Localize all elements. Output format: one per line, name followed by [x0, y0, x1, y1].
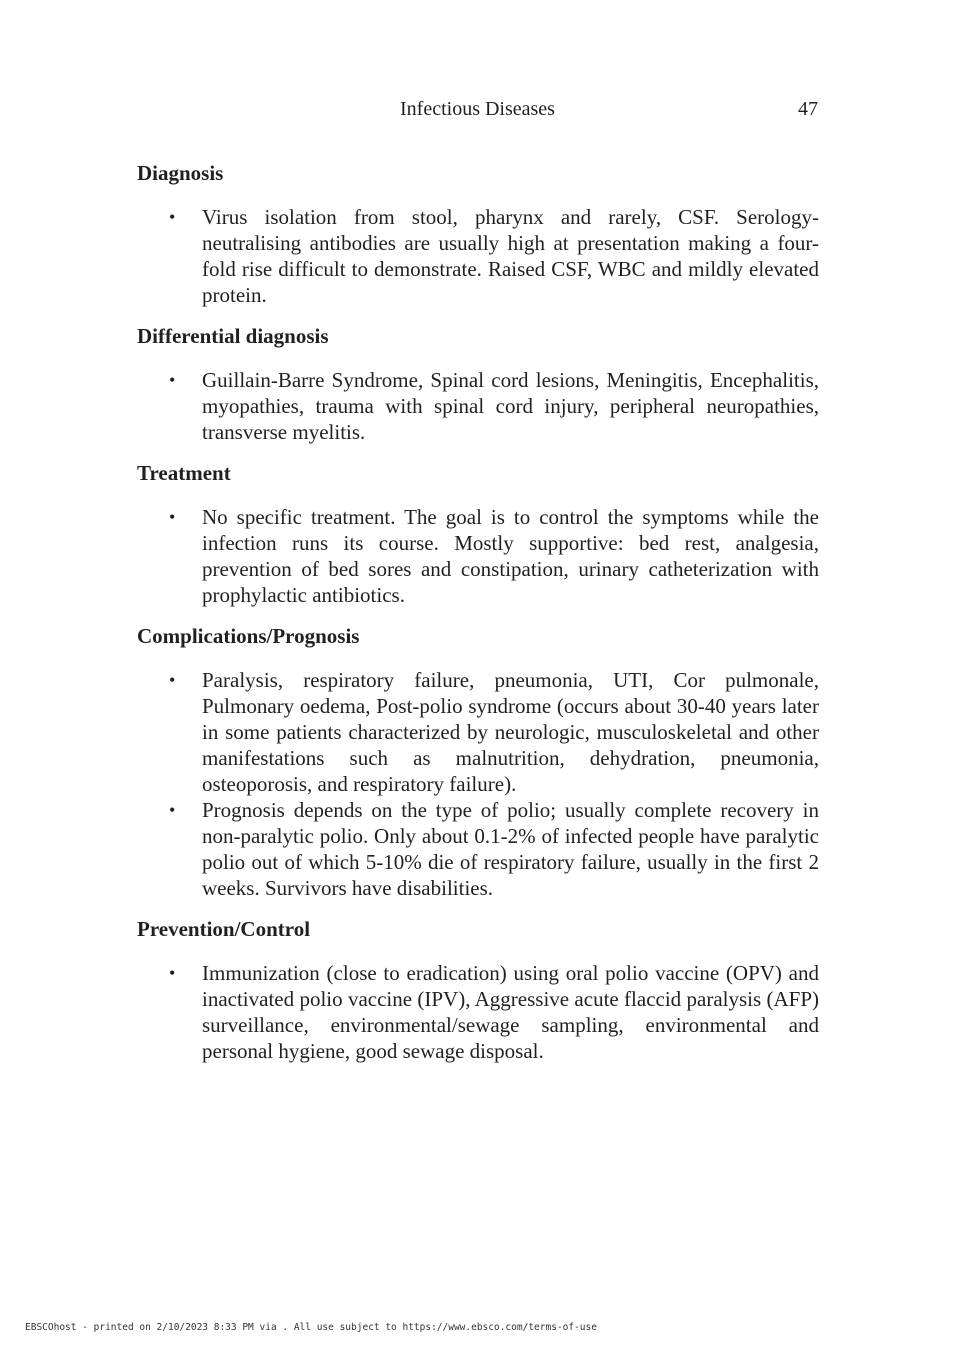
bullet-list: [137, 960, 819, 1064]
section-heading: Diagnosis: [137, 161, 224, 185]
list-item: [169, 960, 819, 1064]
section-heading: Complications/Prognosis: [137, 624, 360, 648]
running-header: [0, 96, 955, 122]
bullet-icon: •: [169, 670, 176, 690]
list-item: [169, 504, 819, 608]
section-treatment: [137, 460, 819, 608]
bullet-icon: •: [169, 800, 176, 820]
section-heading: Differential diagnosis: [137, 324, 329, 348]
list-item: [169, 367, 819, 445]
list-item: [169, 797, 819, 901]
bullet-icon: •: [169, 207, 176, 227]
bullet-icon: •: [169, 507, 176, 527]
section-differential-diagnosis: [137, 323, 819, 445]
bullet-list: [137, 204, 819, 308]
main-content: [137, 160, 819, 1079]
print-footer: EBSCOhost - printed on 2/10/2023 8:33 PM via . All use subject to https://www.ebsco.com/terms-of-use: [25, 1322, 597, 1333]
list-item-text: Virus isolation from stool, pharynx and rarely, CSF. Serology-neutralising antibodies are usually high at presentation making a four-fold rise difficult to demonstrate. Raised CSF, WBC and mildly elevated protein.: [202, 205, 819, 307]
page-number: 47: [798, 98, 818, 120]
list-item-text: Prognosis depends on the type of polio; usually complete recovery in non-paralytic polio. Only about 0.1-2% of infected people have paralytic polio out of which 5-10% die of respiratory failure, usually in the first 2 weeks. Survivors have disabilities.: [202, 798, 819, 900]
list-item: [169, 204, 819, 308]
list-item-text: Guillain-Barre Syndrome, Spinal cord lesions, Meningitis, Encephalitis, myopathies, trauma with spinal cord injury, peripheral neuropathies, transverse myelitis.: [202, 368, 819, 444]
section-complications-prognosis: [137, 623, 819, 901]
section-prevention-control: [137, 916, 819, 1064]
list-item: [169, 667, 819, 797]
section-diagnosis: [137, 160, 819, 308]
running-title: Infectious Diseases: [400, 98, 555, 120]
section-heading: Prevention/Control: [137, 917, 311, 941]
section-heading: Treatment: [137, 461, 231, 485]
bullet-list: [137, 367, 819, 445]
bullet-icon: •: [169, 963, 176, 983]
bullet-list: [137, 504, 819, 608]
bullet-list: [137, 667, 819, 901]
list-item-text: Paralysis, respiratory failure, pneumonia, UTI, Cor pulmonale, Pulmonary oedema, Post-polio syndrome (occurs about 30-40 years later in some patients characterized by neurologic, musculoskeletal and other manifestations such as malnutrition, dehydration, pneumonia, osteoporosis, and respiratory failure).: [202, 668, 819, 796]
list-item-text: Immunization (close to eradication) using oral polio vaccine (OPV) and inactivated polio vaccine (IPV), Aggressive acute flaccid paralysis (AFP) surveillance, environmental/sewage sampling, environmental and personal hygiene, good sewage disposal.: [202, 961, 819, 1063]
bullet-icon: •: [169, 370, 176, 390]
list-item-text: No specific treatment. The goal is to control the symptoms while the infection runs its course. Mostly supportive: bed rest, analgesia, prevention of bed sores and constipation, urinary catheterization with prophylactic antibiotics.: [202, 505, 819, 607]
